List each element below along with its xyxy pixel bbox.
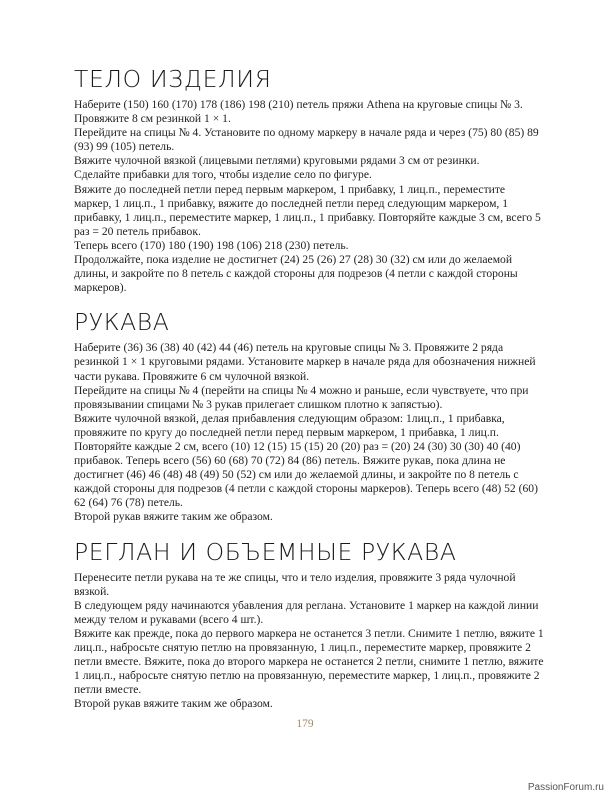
paragraph: Вяжите чулочной вязкой (лицевыми петлями) круговыми рядами 3 см от резинки. xyxy=(74,154,480,168)
paragraph: Сделайте прибавки для того, чтобы изделие село по фигуре. xyxy=(74,168,372,182)
paragraph: Наберите (36) 36 (38) 40 (42) 44 (46) петель на круговые спицы № 3. Провяжите 2 ряда резинкой 1 × 1 круговыми рядами. Установите маркер в начале ряда для обозначения нижней части рукава. Провяжите 6 см чулочной вязкой. xyxy=(74,341,536,383)
page-content xyxy=(74,62,544,721)
section-raglan xyxy=(74,535,544,712)
paragraph: Наберите (150) 160 (170) 178 (186) 198 (210) петель пряжи Athena на круговые спицы № 3. xyxy=(74,98,523,111)
paragraph: Провяжите 8 см резинкой 1 × 1. xyxy=(74,112,231,126)
section-title-raglan: РЕГЛАН И ОБЪЕМНЫЕ РУКАВА xyxy=(74,537,457,566)
paragraph: Перенесите петли рукава на те же спицы, что и тело изделия, провяжите 3 ряда чулочной вязкой. xyxy=(74,570,516,598)
paragraph: Вяжите чулочной вязкой, делая прибавления следующим образом: 1лиц.п., 1 прибавка, провяжите по кругу до последней петли перед первым маркером, 1 прибавка, 1 лиц.п. Повторяйте каждые 2 см, всего (10) 12 (15) 15 (15) 20 (20) раз = (20) 24 (30) 30 (30) 40 (40) прибавок. Теперь всего (56) 60 (68) 70 (72) 84 (86) петель. Вяжите рукав, пока длина не достигнет (46) 46 (48) 48 (49) 50 (52) см или до желаемой длины, и закройте по 8 петель с каждой стороны для подрезов (4 петли с каждой стороны маркеров). Теперь всего (48) 52 (60) 62 (64) 76 (78) петель. xyxy=(74,411,538,510)
paragraph: В следующем ряду начинаются убавления для реглана. Установите 1 маркер на каждой линии между телом и рукавами (всего 4 шт.). xyxy=(74,598,539,626)
page-number: 179 xyxy=(296,718,314,730)
paragraph: Второй рукав вяжите таким же образом. xyxy=(74,697,273,711)
paragraph: Вяжите как прежде, пока до первого маркера не останется 3 петли. Снимите 1 петлю, вяжите 1 лиц.п., набросьте снятую петлю на провязанную, 1 лиц.п., переместите маркер, провяжите 2 петли вместе. Вяжите, пока до второго маркера не останется 2 петли, снимите 1 петлю, вяжите 1 лиц.п., набросьте снятую петлю на провязанную, переместите маркер, 1 лиц.п., провяжите 2 петли вместе. xyxy=(74,626,544,697)
section-sleeves xyxy=(74,305,544,524)
paragraph: Продолжайте, пока изделие не достигнет (24) 25 (26) 27 (28) 30 (32) см или до желаемой длины, и закройте по 8 петель с каждой стороны для подрезов (4 петли с каждой стороны маркеров). xyxy=(74,253,518,295)
section-title-sleeves: РУКАВА xyxy=(74,308,170,337)
paragraph: Вяжите до последней петли перед первым маркером, 1 прибавку, 1 лиц.п., переместите маркер, 1 лиц.п., 1 прибавку, вяжите до последней петли перед следующим маркером, 1 прибавку, 1 лиц.п., переместите маркер, 1 лиц.п., 1 прибавку. Повторяйте каждые 3 см, всего 5 раз = 20 петель прибавок. xyxy=(74,182,541,238)
paragraph: Перейдите на спицы № 4. Установите по одному маркеру в начале ряда и через (75) 80 (85) 89 (93) 99 (105) петель. xyxy=(74,126,539,154)
section-title-body: ТЕЛО ИЗДЕЛИЯ xyxy=(74,65,272,93)
paragraph: Перейдите на спицы № 4 (перейти на спицы № 4 можно и раньше, если чувствуете, что при провязывании спицами № 3 рукав прилегает слишком плотно к запястью). xyxy=(74,383,529,411)
section-body xyxy=(74,62,544,295)
paragraph: Теперь всего (170) 180 (190) 198 (106) 218 (230) петель. xyxy=(74,238,349,252)
watermark: PassionForum.ru xyxy=(527,782,604,793)
paragraph: Второй рукав вяжите таким же образом. xyxy=(74,510,273,524)
